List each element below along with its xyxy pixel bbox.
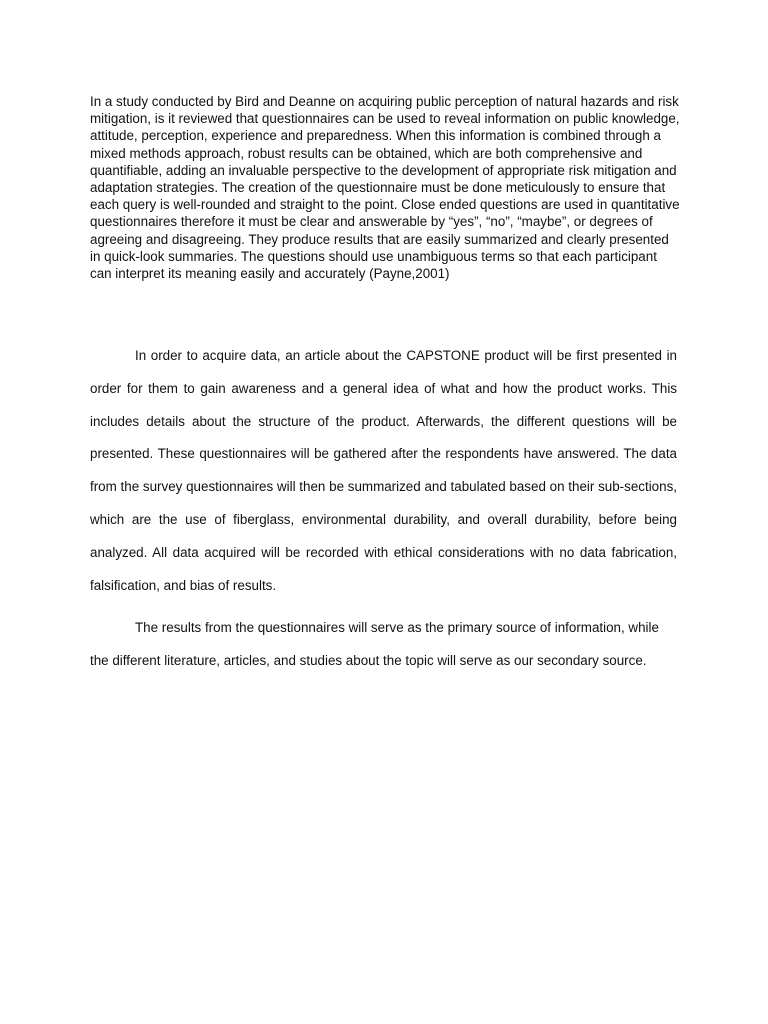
paragraph-sources: The results from the questionnaires will serve as the primary source of information, while the different literature, articles, and studies about the topic will serve as our secondary source. [90,620,659,668]
paragraph-data-collection: In order to acquire data, an article about the CAPSTONE product will be first presented in order for them to gain awareness and a general idea of what and how the product works. This includes details about the structure of the product. Afterwards, the different questions will be presented. These questionnaires will be gathered after the respondents have answered. The data from the survey questionnaires will then be summarized and tabulated based on their sub-sections, which are the use of fiberglass, environmental durability, and overall durability, before being analyzed. All data acquired will be recorded with ethical considerations with no data fabrication, falsification, and bias of results. [90,348,677,593]
paragraph-literature-review: In a study conducted by Bird and Deanne on acquiring public perception of natural hazards and risk mitigation, is it reviewed that questionnaires can be used to reveal information on public knowledge, attitude, perception, experience and preparedness. When this information is combined through a mixed methods approach, robust results can be obtained, which are both comprehensive and quantifiable, adding an invaluable perspective to the development of appropriate risk mitigation and adaptation strategies. The creation of the questionnaire must be done meticulously to ensure that each query is well-rounded and straight to the point. Close ended questions are used in quantitative questionnaires therefore it must be clear and answerable by “yes”, “no”, “maybe”, or degrees of agreeing and disagreeing. They produce results that are easily summarized and clearly presented in quick-look summaries. The questions should use unambiguous terms so that each participant can interpret its meaning easily and accurately (Payne,2001) [90,94,680,282]
